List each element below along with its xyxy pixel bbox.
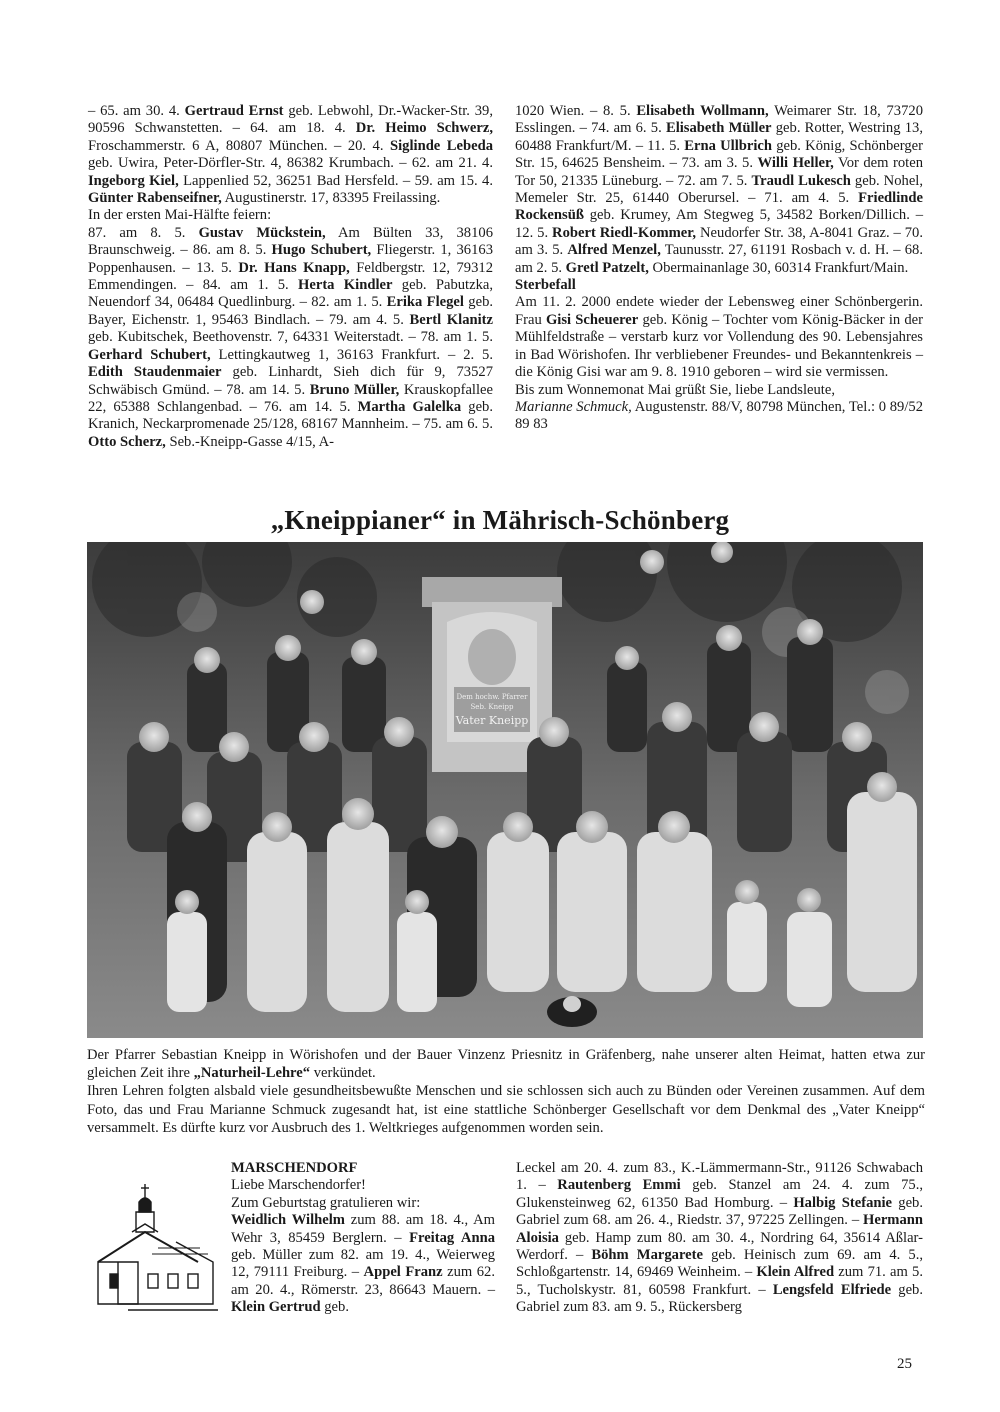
church-illustration: [88, 1182, 223, 1314]
bold-name: Elisabeth Wollmann,: [636, 103, 769, 119]
marschendorf-greeting: Liebe Marschendorfer!: [231, 1177, 366, 1194]
closing-greeting: Bis zum Wonnemonat Mai grüßt Sie, liebe Landsleute,: [515, 381, 835, 398]
bold-name: Böhm Margarete: [591, 1247, 703, 1264]
bold-name: Bruno Müller,: [309, 381, 400, 398]
bold-name: Gerhard Schubert,: [88, 346, 211, 363]
monument-inscription-2: Seb. Kneipp: [470, 703, 514, 711]
bold-name: Bertl Klanitz: [409, 311, 493, 328]
birthday-list-may: 87. am 8. 5. Gustav Mückstein, Am Bülten 33, 38106 Braunschweig. – 86. am 8. 5. Hugo Schubert, Fliegerstr. 1, 36163 Poppenhausen. – 13. 5. Dr. Hans Knapp, Feldbergstr. 12, 79312 Emmendingen. – 84. am 1. 5. Herta Kindler geb. Pabutzka, Neuendorf 34, 06484 Quedlinburg. – 82. am 1. 5. Erika Flegel geb. Bayer, Eichenstr. 1, 95463 Bindlach. – 79. am 4. 5. Bertl Klanitz geb. Kubitschek, Beethovenstr. 7, 64331 Weiterstadt. – 78. am 1. 5. Gerhard Schubert, Lettingkautweg 1, 36163 Frankfurt. – 2. 5. Edith Staudenmaier geb. Linhardt, Sieh dich für 9, 73527 Schwäbisch Gmünd. – 78. am 14. 5. Bruno Müller, Krauskopfallee 22, 65388 Schlangenbad. – 76. am 14. 5. Martha Galelka geb. Kranich, Neckarpromenade 25/128, 68167 Mannheim. – 75. am 6. 5. Otto Scherz, Seb.-Kneipp-Gasse 4/15, A-: [88, 224, 494, 450]
bold-name: Elisabeth Müller: [665, 120, 772, 137]
bold-name: Klein Gertrud: [231, 1299, 321, 1316]
marschendorf-column: [231, 1160, 495, 1317]
signature-address: Augustenstr. 88/V, 80798 München, Tel.: 0 89/52 89 83: [515, 398, 924, 433]
marschendorf-heading: MARSCHENDORF: [231, 1160, 358, 1176]
bold-name: Edith Staudenmaier: [88, 364, 222, 381]
bold-name: Dr. Hans Knapp,: [238, 259, 350, 276]
bold-name: Herta Kindler: [298, 277, 393, 294]
bold-name: Klein Alfred: [756, 1264, 835, 1281]
group-photo: [87, 542, 923, 1038]
bold-name: Friedlinde Rockensüß: [515, 190, 923, 224]
caption-paragraph-1: Der Pfarrer Sebastian Kneipp in Wörishofen und der Bauer Vinzenz Priesnitz in Gräfenberg, nahe unserer alten Heimat, hatten etwa zur gleichen Zeit ihre „Naturheil-Lehre“ verkündet.: [87, 1047, 925, 1082]
marschendorf-column-right: [516, 1160, 923, 1317]
birthday-list-april: – 65. am 30. 4. Gertraud Ernst geb. Lebwohl, Dr.-Wacker-Str. 39, 90596 Schwanstetten. – 64. am 18. 4. Dr. Heimo Schwerz, Froschammerstr. 6 A, 80807 München. – 20. 4. Siglinde Lebeda geb. Uwira, Peter-Dörfler-Str. 4, 86382 Krumbach. – 62. am 21. 4. Ingeborg Kiel, Lappenlied 52, 36251 Bad Hersfeld. – 59. am 15. 4. Günter Rabenseifner, Augustinerstr. 17, 83395 Freilassing.: [88, 103, 494, 207]
bold-name: Gisi Scheuerer: [545, 311, 639, 328]
bold-name: Ingeborg Kiel,: [88, 172, 179, 189]
bold-name: Lengsfeld Elfriede: [772, 1281, 892, 1298]
bold-name: Hermann Aloisia: [516, 1212, 923, 1246]
page-number: 25: [897, 1356, 912, 1372]
birthday-column-right: [515, 103, 923, 434]
monument-inscription-1: Dem hochw. Pfarrer: [456, 693, 528, 701]
obituary-text: Am 11. 2. 2000 endete wieder der Lebensweg einer Schönbergerin. Frau Gisi Scheuerer geb. König – Tochter vom König-Bäcker in der Mühlfeldstraße – verstarb kurz vor Vollendung des 90. Lebensjahres in Bad Wörishofen. Ihr verbliebener Freundes- und Bekanntenkreis – die König Gisi war am 9. 8. 1910 geboren – wird sie vermissen.: [515, 294, 923, 381]
photo-caption: [87, 1046, 925, 1137]
bold-name: „Naturheil-Lehre“: [193, 1065, 311, 1082]
bold-name: Dr. Heimo Schwerz,: [355, 120, 493, 137]
may-birthdays-heading: In der ersten Mai-Hälfte feiern:: [88, 207, 272, 224]
bold-name: Siglinde Lebeda: [390, 137, 493, 154]
bold-name: Gertraud Ernst: [184, 103, 284, 119]
bold-name: Freitag Anna: [409, 1229, 495, 1246]
sterbefall-heading: Sterbefall: [515, 277, 576, 294]
bold-name: Weidlich Wilhelm: [231, 1212, 345, 1229]
marschendorf-birthdays-continued: Leckel am 20. 4. zum 83., K.-Lämmermann-Str., 91126 Schwabach 1. – Rautenberg Emmi geb. Stanzel am 24. 4. zum 75., Glukensteinweg 62, 61350 Bad Homburg. – Halbig Stefanie geb. Gabriel zum 68. am 26. 4., Riedstr. 37, 97225 Zellingen. – Hermann Aloisia geb. Hamp zum 80. am 30. 4., Nordring 64, 35614 Aßlar-Werdorf. – Böhm Margarete geb. Heinisch zum 69. am 4. 5., Schloßgartenstr. 14, 69469 Weinheim. – Klein Alfred zum 71. am 5. 5., Tucholskystr. 81, 60598 Frankfurt. – Lengsfeld Elfriede geb. Gabriel zum 83. am 9. 5., Rückersberg: [516, 1160, 924, 1316]
bold-name: Traudl Lukesch: [751, 172, 851, 189]
monument-inscription-3: Vater Kneipp: [455, 714, 529, 727]
bold-name: Robert Riedl-Kommer,: [552, 224, 697, 241]
bold-name: Willi Heller,: [757, 155, 834, 172]
bold-name: Gustav Mückstein,: [198, 224, 326, 241]
signature-name: Marianne Schmuck,: [515, 398, 632, 415]
bold-name: Rautenberg Emmi: [557, 1177, 681, 1194]
bold-name: Erika Flegel: [386, 294, 464, 311]
signature: [515, 399, 923, 434]
marschendorf-intro: Zum Geburtstag gratulieren wir:: [231, 1194, 421, 1211]
bold-name: Alfred Menzel,: [567, 242, 661, 259]
article-headline: „Kneippianer“ in Mährisch-Schönberg: [270, 505, 730, 535]
bold-name: Günter Rabenseifner,: [88, 190, 222, 207]
caption-paragraph-2: Ihren Lehren folgten alsbald viele gesundheitsbewußte Menschen und sie schlossen sich auch zu Bünden oder Vereinen zusammen. Auf dem Foto, das und Frau Marianne Schmuck zugesandt hat, ist eine stattliche Schönberger Gesellschaft vor dem Denkmal des „Vater Kneipp“ versammelt. Es dürfte kurz vor Ausbruch des 1. Weltkrieges aufgenommen worden sein.: [87, 1083, 925, 1136]
bold-name: Hugo Schubert,: [271, 242, 372, 259]
bold-name: Erna Ullbrich: [684, 137, 773, 154]
marschendorf-birthdays: Weidlich Wilhelm zum 88. am 18. 4., Am Wehr 3, 85459 Berglern. – Freitag Anna geb. Müller zum 82. am 19. 4., Weierweg 12, 79111 Freiburg. – Appel Franz zum 62. am 20. 4., Römerstr. 23, 86643 Mauern. – Klein Gertrud geb.: [231, 1212, 495, 1316]
bold-name: Otto Scherz,: [88, 433, 166, 450]
bold-name: Martha Galelka: [357, 398, 462, 415]
birthday-list-continued: 1020 Wien. – 8. 5. Elisabeth Wollmann, Weimarer Str. 18, 73720 Esslingen. – 74. am 6. 5. Elisabeth Müller geb. Rotter, Westring 13, 60488 Frankfurt/M. – 11. 5. Erna Ullbrich geb. König, Schönberger Str. 15, 64625 Bensheim. – 73. am 3. 5. Willi Heller, Vor dem roten Tor 50, 21335 Lüneburg. – 72. am 7. 5. Traudl Lukesch geb. Nohel, Memeler Str. 25, 61440 Oberursel. – 71. am 4. 5. Friedlinde Rockensüß geb. Krumey, Am Stegweg 5, 34582 Borken/Dillich. – 12. 5. Robert Riedl-Kommer, Neudorfer Str. 38, A-8041 Graz. – 70. am 3. 5. Alfred Menzel, Taunusstr. 27, 61191 Rosbach v. d. H. – 68. am 2. 5. Gretl Patzelt, Obermainanlage 30, 60314 Frankfurt/Main.: [515, 103, 923, 276]
bold-name: Halbig Stefanie: [793, 1194, 893, 1211]
birthday-column-left: [88, 103, 493, 451]
bold-name: Appel Franz: [363, 1264, 443, 1281]
bold-name: Gretl Patzelt,: [565, 259, 649, 276]
